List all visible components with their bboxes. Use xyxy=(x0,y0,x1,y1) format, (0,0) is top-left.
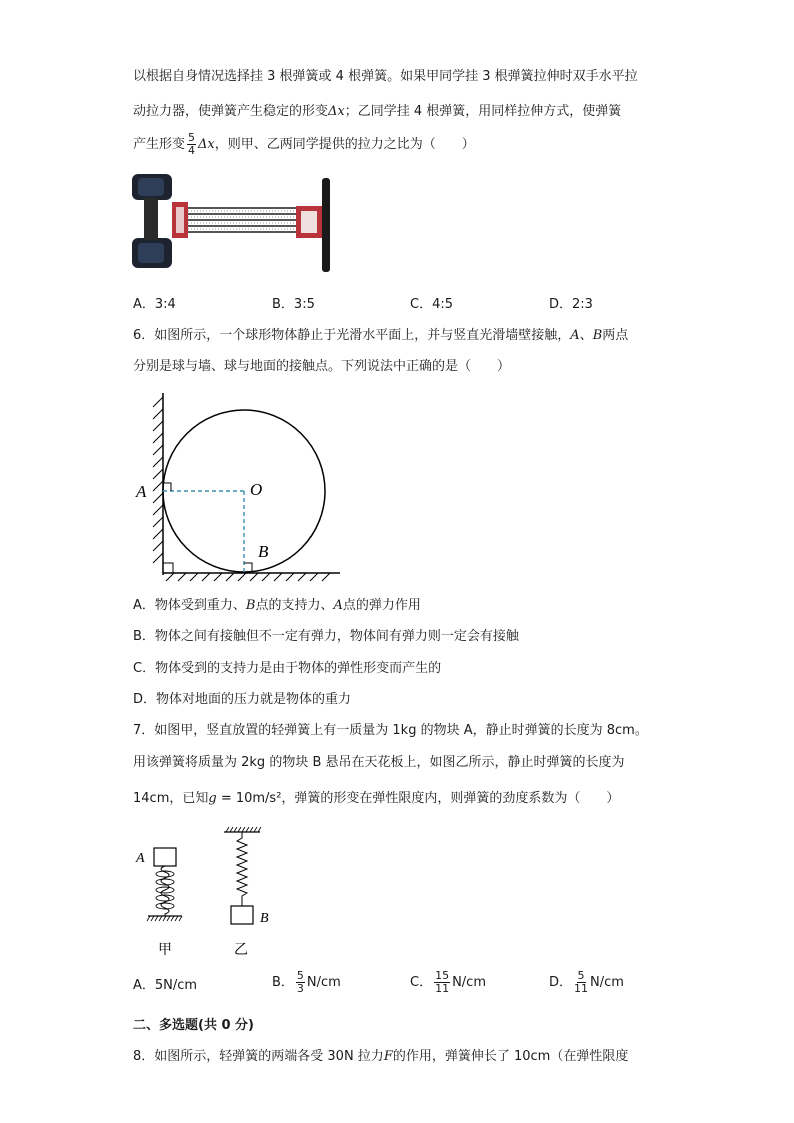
q7-text-line1: 7．如图甲，竖直放置的轻弹簧上有一质量为 1kg 的物块 A，静止时弹簧的长度为 8cm。 xyxy=(133,723,648,738)
label-o: O xyxy=(250,480,263,499)
spring-diagrams xyxy=(130,822,290,962)
caption-jia: 甲 xyxy=(158,942,172,958)
label-a: A xyxy=(136,482,147,501)
q7-option-d[interactable]: D． $\frac{5}{11}$ N/cm xyxy=(549,969,624,995)
q5-text-line1: 以根据自身情况选择挂 3 根弹簧或 4 根弹簧。如果甲同学挂 3 根弹簧拉伸时双手水平拉 xyxy=(133,69,638,84)
label-b: B xyxy=(258,542,269,561)
q5-option-a[interactable]: A．3:4 xyxy=(133,297,176,312)
q7-option-b[interactable]: B． $\frac{5}{3}$ N/cm xyxy=(272,969,341,995)
ball-wall-diagram xyxy=(130,385,350,585)
label-block-a: A xyxy=(136,851,145,866)
q6-option-c[interactable]: C．物体受到的支持力是由于物体的弹性形变而产生的 xyxy=(133,661,442,676)
q7-text-line2: 用该弹簧将质量为 2kg 的物块 B 悬吊在天花板上，如图乙所示，静止时弹簧的长度为 xyxy=(133,755,625,770)
q6-text-line1: 6．如图所示，一个球形物体静止于光滑水平面上，并与竖直光滑墙壁接触，A、B两点 xyxy=(133,328,629,343)
q5-option-d[interactable]: D．2:3 xyxy=(549,297,593,312)
q7-option-c[interactable]: C． $\frac{15}{11}$ N/cm xyxy=(410,969,486,995)
q7-option-a[interactable]: A．5N/cm xyxy=(133,978,198,993)
q7-text-line3: 14cm，已知g = 10m/s²，弹簧的形变在弹性限度内，则弹簧的劲度系数为（ ） xyxy=(133,791,620,806)
q5-text-line2: 动拉力器，使弹簧产生稳定的形变Δx；乙同学挂 4 根弹簧，用同样拉伸方式，使弹簧 xyxy=(133,104,622,119)
q8-text-line1: 8．如图所示，轻弹簧的两端各受 30N 拉力F的作用，弹簧伸长了 10cm（在弹性限度 xyxy=(133,1049,629,1064)
q5-fraction: $\frac{5}{4}$ xyxy=(188,131,196,157)
q6-option-d[interactable]: D．物体对地面的压力就是物体的重力 xyxy=(133,692,352,707)
chest-expander-image xyxy=(128,170,338,275)
label-block-b: B xyxy=(260,911,269,926)
q5-option-b[interactable]: B．3:5 xyxy=(272,297,315,312)
q5-option-c[interactable]: C．4:5 xyxy=(410,297,453,312)
q6-option-a[interactable]: A．物体受到重力、B点的支持力、A点的弹力作用 xyxy=(133,598,421,613)
section-heading: 二、多选题(共 0 分) xyxy=(133,1018,254,1033)
caption-yi: 乙 xyxy=(234,942,248,958)
q6-text-line2: 分别是球与墙、球与地面的接触点。下列说法中正确的是（ ） xyxy=(133,359,511,374)
q6-option-b[interactable]: B．物体之间有接触但不一定有弹力，物体间有弹力则一定会有接触 xyxy=(133,629,519,644)
q5-text-line3: 产生形变 $\frac{5}{4}$ Δx，则甲、乙两同学提供的拉力之比为（ ） xyxy=(133,131,475,157)
